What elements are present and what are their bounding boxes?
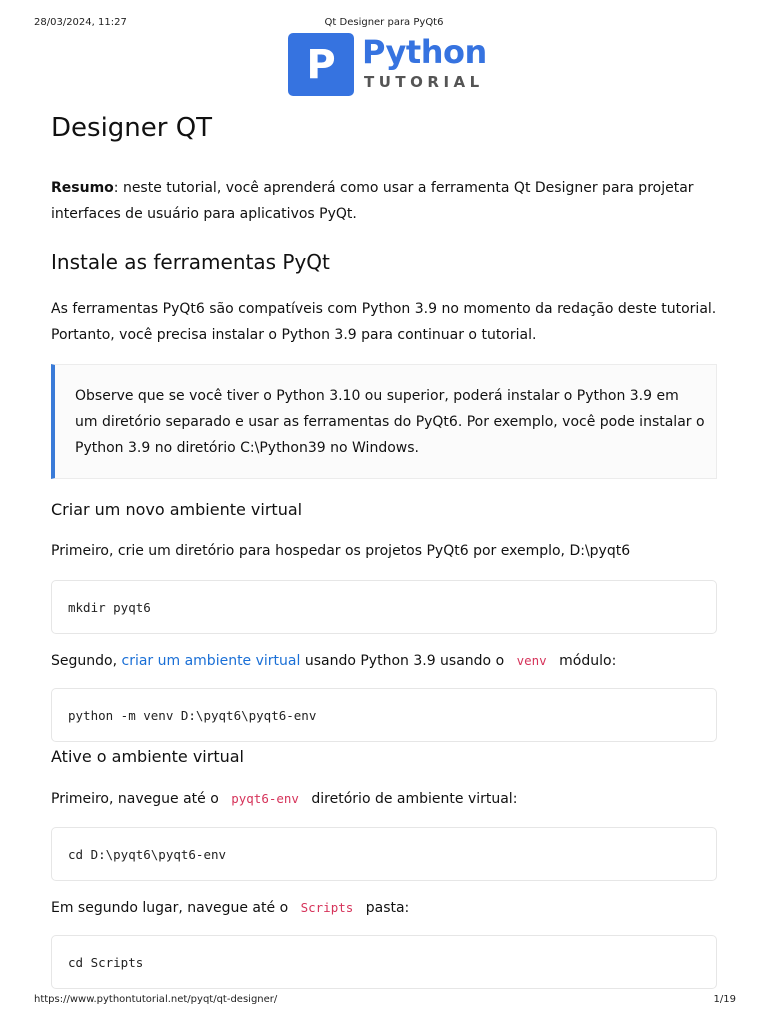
summary-label: Resumo bbox=[51, 180, 114, 196]
inline-code-pyqt6-env: pyqt6-env bbox=[231, 791, 299, 806]
code-block-cd-env[interactable]: cd D:\pyqt6\pyqt6-env bbox=[51, 827, 717, 881]
step-create-directory: Primeiro, crie um diretório para hospedar os projetos PyQt6 por exemplo, D:\pyqt6 bbox=[51, 543, 631, 559]
step3-suffix: diretório de ambiente virtual: bbox=[306, 791, 518, 807]
subheading-activate-venv: Ative o ambiente virtual bbox=[51, 747, 244, 766]
step-create-venv bbox=[51, 648, 717, 674]
inline-code-venv: venv bbox=[516, 653, 547, 668]
note-callout bbox=[51, 364, 717, 479]
step-navigate-env bbox=[51, 786, 717, 812]
code-block-venv[interactable]: python -m venv D:\pyqt6\pyqt6-env bbox=[51, 688, 717, 742]
section-heading-install: Instale as ferramentas PyQt bbox=[51, 250, 330, 274]
logo-subtitle: TUTORIAL bbox=[364, 73, 484, 91]
print-page-title: Qt Designer para PyQt6 bbox=[324, 17, 444, 28]
step2-mid: usando Python 3.9 usando o bbox=[300, 653, 509, 669]
code-block-cd-scripts[interactable]: cd Scripts bbox=[51, 935, 717, 989]
step4-prefix: Em segundo lugar, navegue até o bbox=[51, 900, 293, 916]
step2-prefix: Segundo, bbox=[51, 653, 122, 669]
create-venv-link[interactable]: criar um ambiente virtual bbox=[121, 653, 301, 669]
print-url: https://www.pythontutorial.net/pyqt/qt-designer/ bbox=[34, 994, 278, 1005]
step4-suffix: pasta: bbox=[361, 900, 410, 916]
inline-code-scripts: Scripts bbox=[300, 900, 354, 915]
step3-prefix: Primeiro, navegue até o bbox=[51, 791, 224, 807]
note-text: Observe que se você tiver o Python 3.10 ou superior, poderá instalar o Python 3.9 em um diretório separado e usar as ferramentas do PyQt6. Por exemplo, você pode instalar o Python 3.9 no diretório C:\Python39 no Windows. bbox=[75, 388, 705, 456]
logo-word: Python bbox=[362, 33, 487, 71]
subheading-create-venv: Criar um novo ambiente virtual bbox=[51, 500, 303, 519]
summary-paragraph bbox=[51, 175, 717, 227]
print-page-number: 1/19 bbox=[713, 994, 736, 1005]
step-navigate-scripts bbox=[51, 895, 717, 921]
summary-text: : neste tutorial, você aprenderá como usar a ferramenta Qt Designer para projetar interfaces de usuário para aplicativos PyQt. bbox=[51, 180, 694, 222]
code-block-mkdir[interactable]: mkdir pyqt6 bbox=[51, 580, 717, 634]
step2-suffix: módulo: bbox=[554, 653, 617, 669]
print-date: 28/03/2024, 11:27 bbox=[34, 17, 127, 28]
python-tutorial-logo[interactable] bbox=[288, 33, 488, 97]
article-title: Designer QT bbox=[51, 113, 213, 143]
logo-mark: P bbox=[288, 33, 354, 96]
install-paragraph: As ferramentas PyQt6 são compatíveis com Python 3.9 no momento da redação deste tutorial. Portanto, você precisa instalar o Python 3.9 para continuar o tutorial. bbox=[51, 301, 717, 343]
